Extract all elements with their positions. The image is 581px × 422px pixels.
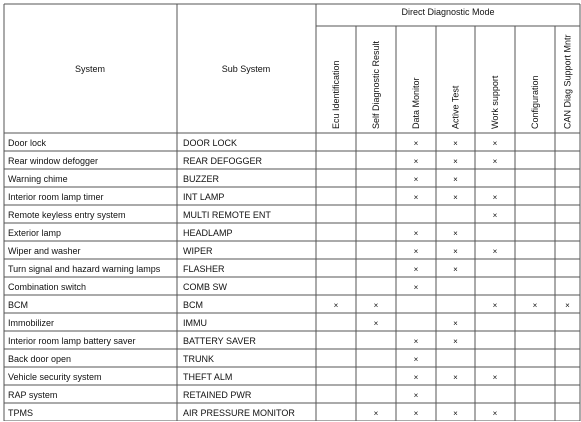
supported-mark: × — [492, 409, 498, 418]
mode-header-work-support: Work support — [490, 75, 500, 129]
mode-header-can-diag-support-mntr: CAN Diag Support Mntr — [562, 34, 573, 129]
sub-system-cell: BATTERY SAVER — [183, 336, 256, 346]
supported-mark: × — [413, 139, 419, 148]
system-cell: BCM — [8, 300, 28, 310]
sub-system-cell: AIR PRESSURE MONITOR — [183, 408, 295, 418]
sub-system-cell: WIPER — [183, 246, 213, 256]
supported-mark: × — [492, 373, 498, 382]
sub-system-cell: BUZZER — [183, 174, 219, 184]
header-direct-diagnostic-mode: Direct Diagnostic Mode — [401, 7, 495, 17]
supported-mark: × — [413, 355, 419, 364]
sub-system-cell: HEADLAMP — [183, 228, 233, 238]
supported-mark: × — [492, 139, 498, 148]
supported-mark: × — [373, 409, 379, 418]
supported-mark: × — [492, 193, 498, 202]
table-row — [8, 192, 498, 202]
table-row — [8, 156, 498, 166]
supported-mark: × — [492, 211, 498, 220]
supported-mark: × — [413, 283, 419, 292]
sub-system-cell: COMB SW — [183, 282, 227, 292]
table-body — [8, 138, 570, 418]
mode-header-configuration: Configuration — [530, 75, 540, 129]
system-cell: RAP system — [8, 390, 58, 400]
table-row — [8, 336, 458, 346]
sub-system-cell: BCM — [183, 300, 203, 310]
system-cell: TPMS — [8, 408, 34, 418]
sub-system-cell: TRUNK — [183, 354, 214, 364]
supported-mark: × — [413, 229, 419, 238]
supported-mark: × — [413, 337, 419, 346]
supported-mark: × — [413, 193, 419, 202]
table-row — [8, 210, 498, 220]
mode-headers — [331, 34, 573, 129]
supported-mark: × — [373, 301, 379, 310]
table-row — [8, 228, 458, 238]
supported-mark: × — [453, 373, 458, 382]
sub-system-cell: INT LAMP — [183, 192, 225, 202]
mode-header-data-monitor: Data Monitor — [411, 77, 421, 129]
supported-mark: × — [453, 175, 458, 184]
system-cell: Interior room lamp battery saver — [8, 336, 136, 346]
table-row — [8, 138, 498, 148]
supported-mark: × — [453, 337, 458, 346]
supported-mark: × — [453, 193, 458, 202]
supported-mark: × — [413, 247, 419, 256]
table-row — [8, 246, 498, 256]
supported-mark: × — [333, 301, 339, 310]
table-row — [8, 372, 498, 382]
supported-mark: × — [373, 319, 379, 328]
supported-mark: × — [413, 373, 419, 382]
mode-header-active-test: Active Test — [450, 85, 461, 129]
supported-mark: × — [453, 229, 458, 238]
table-row — [8, 318, 458, 328]
supported-mark: × — [453, 157, 458, 166]
header-system: System — [74, 64, 106, 74]
system-cell: Back door open — [8, 354, 72, 364]
sub-system-cell: MULTI REMOTE ENT — [183, 210, 271, 220]
table-row — [8, 390, 419, 400]
supported-mark: × — [492, 157, 498, 166]
sub-system-cell: DOOR LOCK — [183, 138, 238, 148]
system-cell: Immobilizer — [8, 318, 55, 328]
diagnostic-mode-table — [0, 1, 581, 421]
supported-mark: × — [453, 247, 458, 256]
sub-system-cell: RETAINED PWR — [183, 390, 252, 400]
supported-mark: × — [565, 301, 570, 310]
system-cell: Interior room lamp timer — [8, 192, 104, 202]
supported-mark: × — [532, 301, 538, 310]
supported-mark: × — [413, 391, 419, 400]
system-cell: Rear window defogger — [8, 156, 99, 166]
table-row — [8, 354, 419, 364]
supported-mark: × — [492, 301, 498, 310]
table-row — [8, 300, 570, 310]
system-cell: Exterior lamp — [8, 228, 62, 238]
sub-system-cell: FLASHER — [183, 264, 225, 274]
system-cell: Wiper and washer — [8, 246, 81, 256]
header-sub-system: Sub System — [221, 64, 271, 74]
system-cell: Turn signal and hazard warning lamps — [8, 264, 161, 274]
supported-mark: × — [413, 157, 419, 166]
supported-mark: × — [492, 247, 498, 256]
system-cell: Combination switch — [8, 282, 87, 292]
table-row — [8, 408, 498, 418]
table-row — [8, 174, 458, 184]
mode-header-ecu-identification: Ecu Identification — [331, 60, 341, 129]
supported-mark: × — [413, 175, 419, 184]
mode-header-self-diagnostic-result: Self Diagnostic Result — [371, 40, 381, 129]
sub-system-cell: THEFT ALM — [183, 372, 233, 382]
system-cell: Remote keyless entry system — [8, 210, 126, 220]
supported-mark: × — [413, 265, 419, 274]
sub-system-cell: IMMU — [183, 318, 207, 328]
table-row — [8, 264, 458, 274]
system-cell: Door lock — [8, 138, 47, 148]
supported-mark: × — [453, 139, 458, 148]
supported-mark: × — [413, 409, 419, 418]
table-row — [8, 282, 419, 292]
supported-mark: × — [453, 409, 458, 418]
supported-mark: × — [453, 319, 458, 328]
system-cell: Vehicle security system — [8, 372, 102, 382]
supported-mark: × — [453, 265, 458, 274]
sub-system-cell: REAR DEFOGGER — [183, 156, 263, 166]
system-cell: Warning chime — [8, 174, 68, 184]
